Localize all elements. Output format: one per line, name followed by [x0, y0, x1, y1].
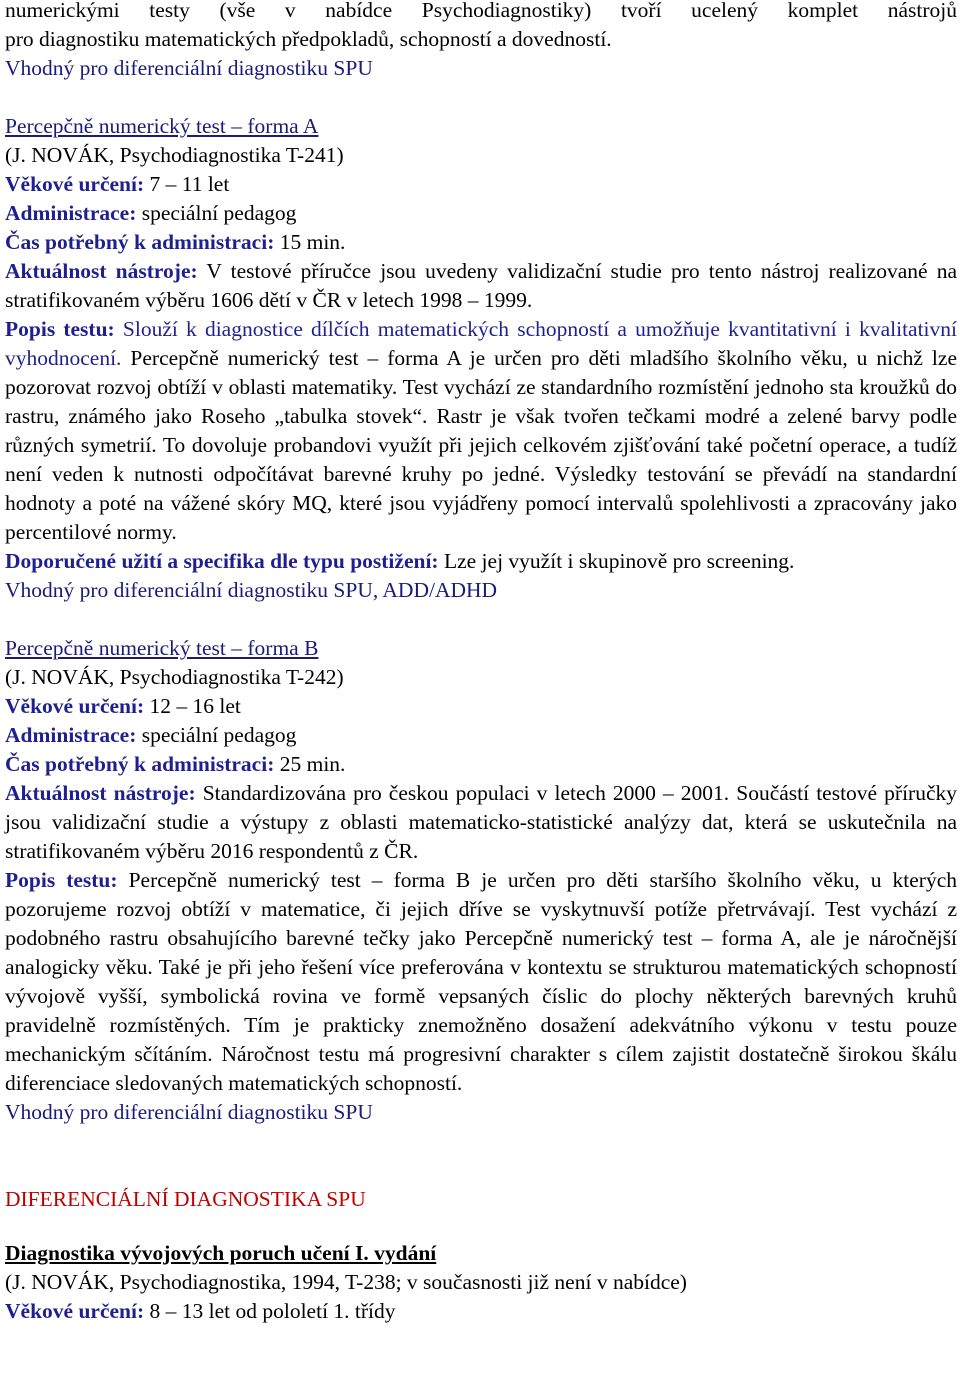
section-heading: DIFERENCIÁLNÍ DIAGNOSTIKA SPU: [5, 1187, 366, 1211]
test-a-actuality-label: Aktuálnost nástroje:: [5, 259, 198, 283]
test-b-admin-value: speciální pedagog: [136, 723, 297, 747]
test-b-title: Percepčně numerický test – forma B: [5, 636, 319, 660]
test-a-time-value: 15 min.: [274, 230, 346, 254]
intro-line-1: numerickými testy (vše v nabídce Psychodiagnostiky) tvoří ucelený komplet nástrojů: [5, 0, 957, 22]
test-a-actuality: [5, 257, 957, 315]
test-b-desc-value: Percepčně numerický test – forma B je určen pro děti staršího školního věku, u kterých pozorujeme rozvoj obtíží v matematice, či jejich dříve se vyskytnuvší potíže přetrvávají. Test vychází z podobného rastru obsahujícího barevné tečky jako Percepčně numerický test – forma A, ale je náročnější analogicky věku. Také je při jeho řešení více preferována v kontextu se strukturou matematických schopností vývojově vyšší, symbolická rovina ve formě vepsaných číslic do plochy některých barevných kruhů pravidelně rozmístěných. Tím je prakticky znemožněno dosažení adekvátního výkonu v testu pouze mechanickým sčítáním. Náročnost testu má progresivní charakter s cílem zajistit dostatečně širokou škálu diferenciace sledovaných matematických schopností.: [5, 868, 957, 1095]
test-b-admin-label: Administrace:: [5, 723, 137, 747]
test-b-age-value: 12 – 16 let: [144, 694, 241, 718]
test-c-title: Diagnostika vývojových poruch učení I. vydání: [5, 1241, 437, 1265]
test-a-admin-value: speciální pedagog: [136, 201, 297, 225]
test-a-admin: [5, 199, 957, 228]
intro-suitable: Vhodný pro diferenciální diagnostiku SPU: [5, 56, 373, 80]
intro-line-2: pro diagnostiku matematických předpokladů, schopností a dovedností.: [5, 27, 612, 51]
test-b-time-value: 25 min.: [274, 752, 346, 776]
test-c-age-value: 8 – 13 let od pololetí 1. třídy: [144, 1299, 396, 1323]
test-a-description: [5, 315, 957, 547]
test-a-admin-label: Administrace:: [5, 201, 137, 225]
test-c-source: (J. NOVÁK, Psychodiagnostika, 1994, T-238; v současnosti již není v nabídce): [5, 1270, 687, 1294]
test-b-actuality-value: Standardizována pro českou populaci v letech 2000 – 2001. Součástí testové příručky jsou validizační studie a výstupy z oblasti matematicko-statistické analýzy dat, která se uskutečnila na stratifikovaném výběru 2016 respondentů z ČR.: [5, 781, 957, 863]
test-b-admin: [5, 721, 957, 750]
test-a-desc-label: Popis testu:: [5, 317, 115, 341]
test-a-recommend-label: Doporučené užití a specifika dle typu postižení:: [5, 549, 439, 573]
test-b-desc-label: Popis testu:: [5, 868, 118, 892]
test-c-age-label: Věkové určení:: [5, 1299, 145, 1323]
test-b-description: [5, 866, 957, 1098]
test-b-time-label: Čas potřebný k administraci:: [5, 752, 275, 776]
test-b-age-label: Věkové určení:: [5, 694, 145, 718]
test-a-suitable: Vhodný pro diferenciální diagnostiku SPU, ADD/ADHD: [5, 578, 498, 602]
test-a-recommend: [5, 547, 957, 576]
test-a-actuality-value: V testové příručce jsou uvedeny validizační studie pro tento nástroj realizované na stratifikovaném výběru 1606 dětí v ČR v letech 1998 – 1999.: [5, 259, 958, 312]
test-a-desc-value-2: Percepčně numerický test – forma A je určen pro děti mladšího školního věku, u nichž lze pozorovat rozvoj obtíží v oblasti matematiky. Test vychází ze standardního rozmístění jednoho sta kroužků do rastru, známého jako Roseho „tabulka stovek“. Rastr je však tvořen tečkami modré a zelené barvy podle různých symetrií. To dovoluje probandovi využít při jejich celkovém zjišťování také početní operace, a tudíž není veden k nutnosti odpočítávat barevné kruhy po jedné. Výsledky testování se převádí na standardní hodnoty a poté na vážené skóry MQ, které jsou vyjádřeny pomocí intervalů spolehlivosti a zpracovány jako percentilové normy.: [5, 346, 957, 544]
test-b-actuality-label: Aktuálnost nástroje:: [5, 781, 196, 805]
test-a-desc-value-1: Slouží k diagnostice dílčích matematických schopností a umožňuje kvantitativní i kvalitativní vyhodnocení.: [5, 317, 958, 370]
test-b-source: (J. NOVÁK, Psychodiagnostika T-242): [5, 665, 344, 689]
test-a-age-label: Věkové určení:: [5, 172, 145, 196]
test-c-age: [5, 1297, 957, 1326]
spacer: [5, 605, 957, 634]
test-b-suitable: Vhodný pro diferenciální diagnostiku SPU: [5, 1100, 373, 1124]
test-a-age: [5, 170, 957, 199]
spacer: [5, 1214, 957, 1239]
spacer: [5, 1127, 957, 1185]
test-a-recommend-value: Lze jej využít i skupinově pro screening.: [438, 549, 795, 573]
test-a-time: [5, 228, 957, 257]
test-a-source: (J. NOVÁK, Psychodiagnostika T-241): [5, 143, 344, 167]
test-b-time: [5, 750, 957, 779]
test-a-time-label: Čas potřebný k administraci:: [5, 230, 275, 254]
spacer: [5, 83, 957, 112]
test-b-age: [5, 692, 957, 721]
test-a-title: Percepčně numerický test – forma A: [5, 114, 319, 138]
test-a-age-value: 7 – 11 let: [144, 172, 230, 196]
test-b-actuality: [5, 779, 957, 866]
